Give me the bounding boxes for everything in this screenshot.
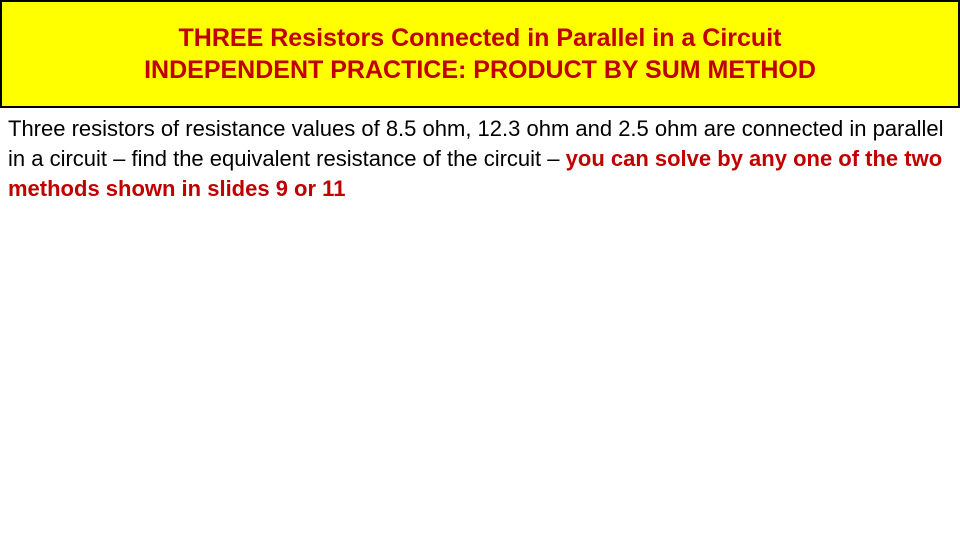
problem-statement: [8, 114, 956, 204]
problem-text: Three resistors of resistance values of 8.5 ohm, 12.3 ohm and 2.5 ohm are connected in parallel in a circuit – find the equivalent resistance of the circuit –: [8, 116, 944, 171]
solution-hint: you can solve by any one of the two methods shown in slides 9 or 11: [8, 146, 943, 201]
title-banner: [0, 0, 960, 108]
slide-title: THREE Resistors Connected in Parallel in a Circuit: [178, 24, 782, 52]
slide-subtitle: INDEPENDENT PRACTICE: PRODUCT BY SUM METHOD: [144, 56, 816, 84]
